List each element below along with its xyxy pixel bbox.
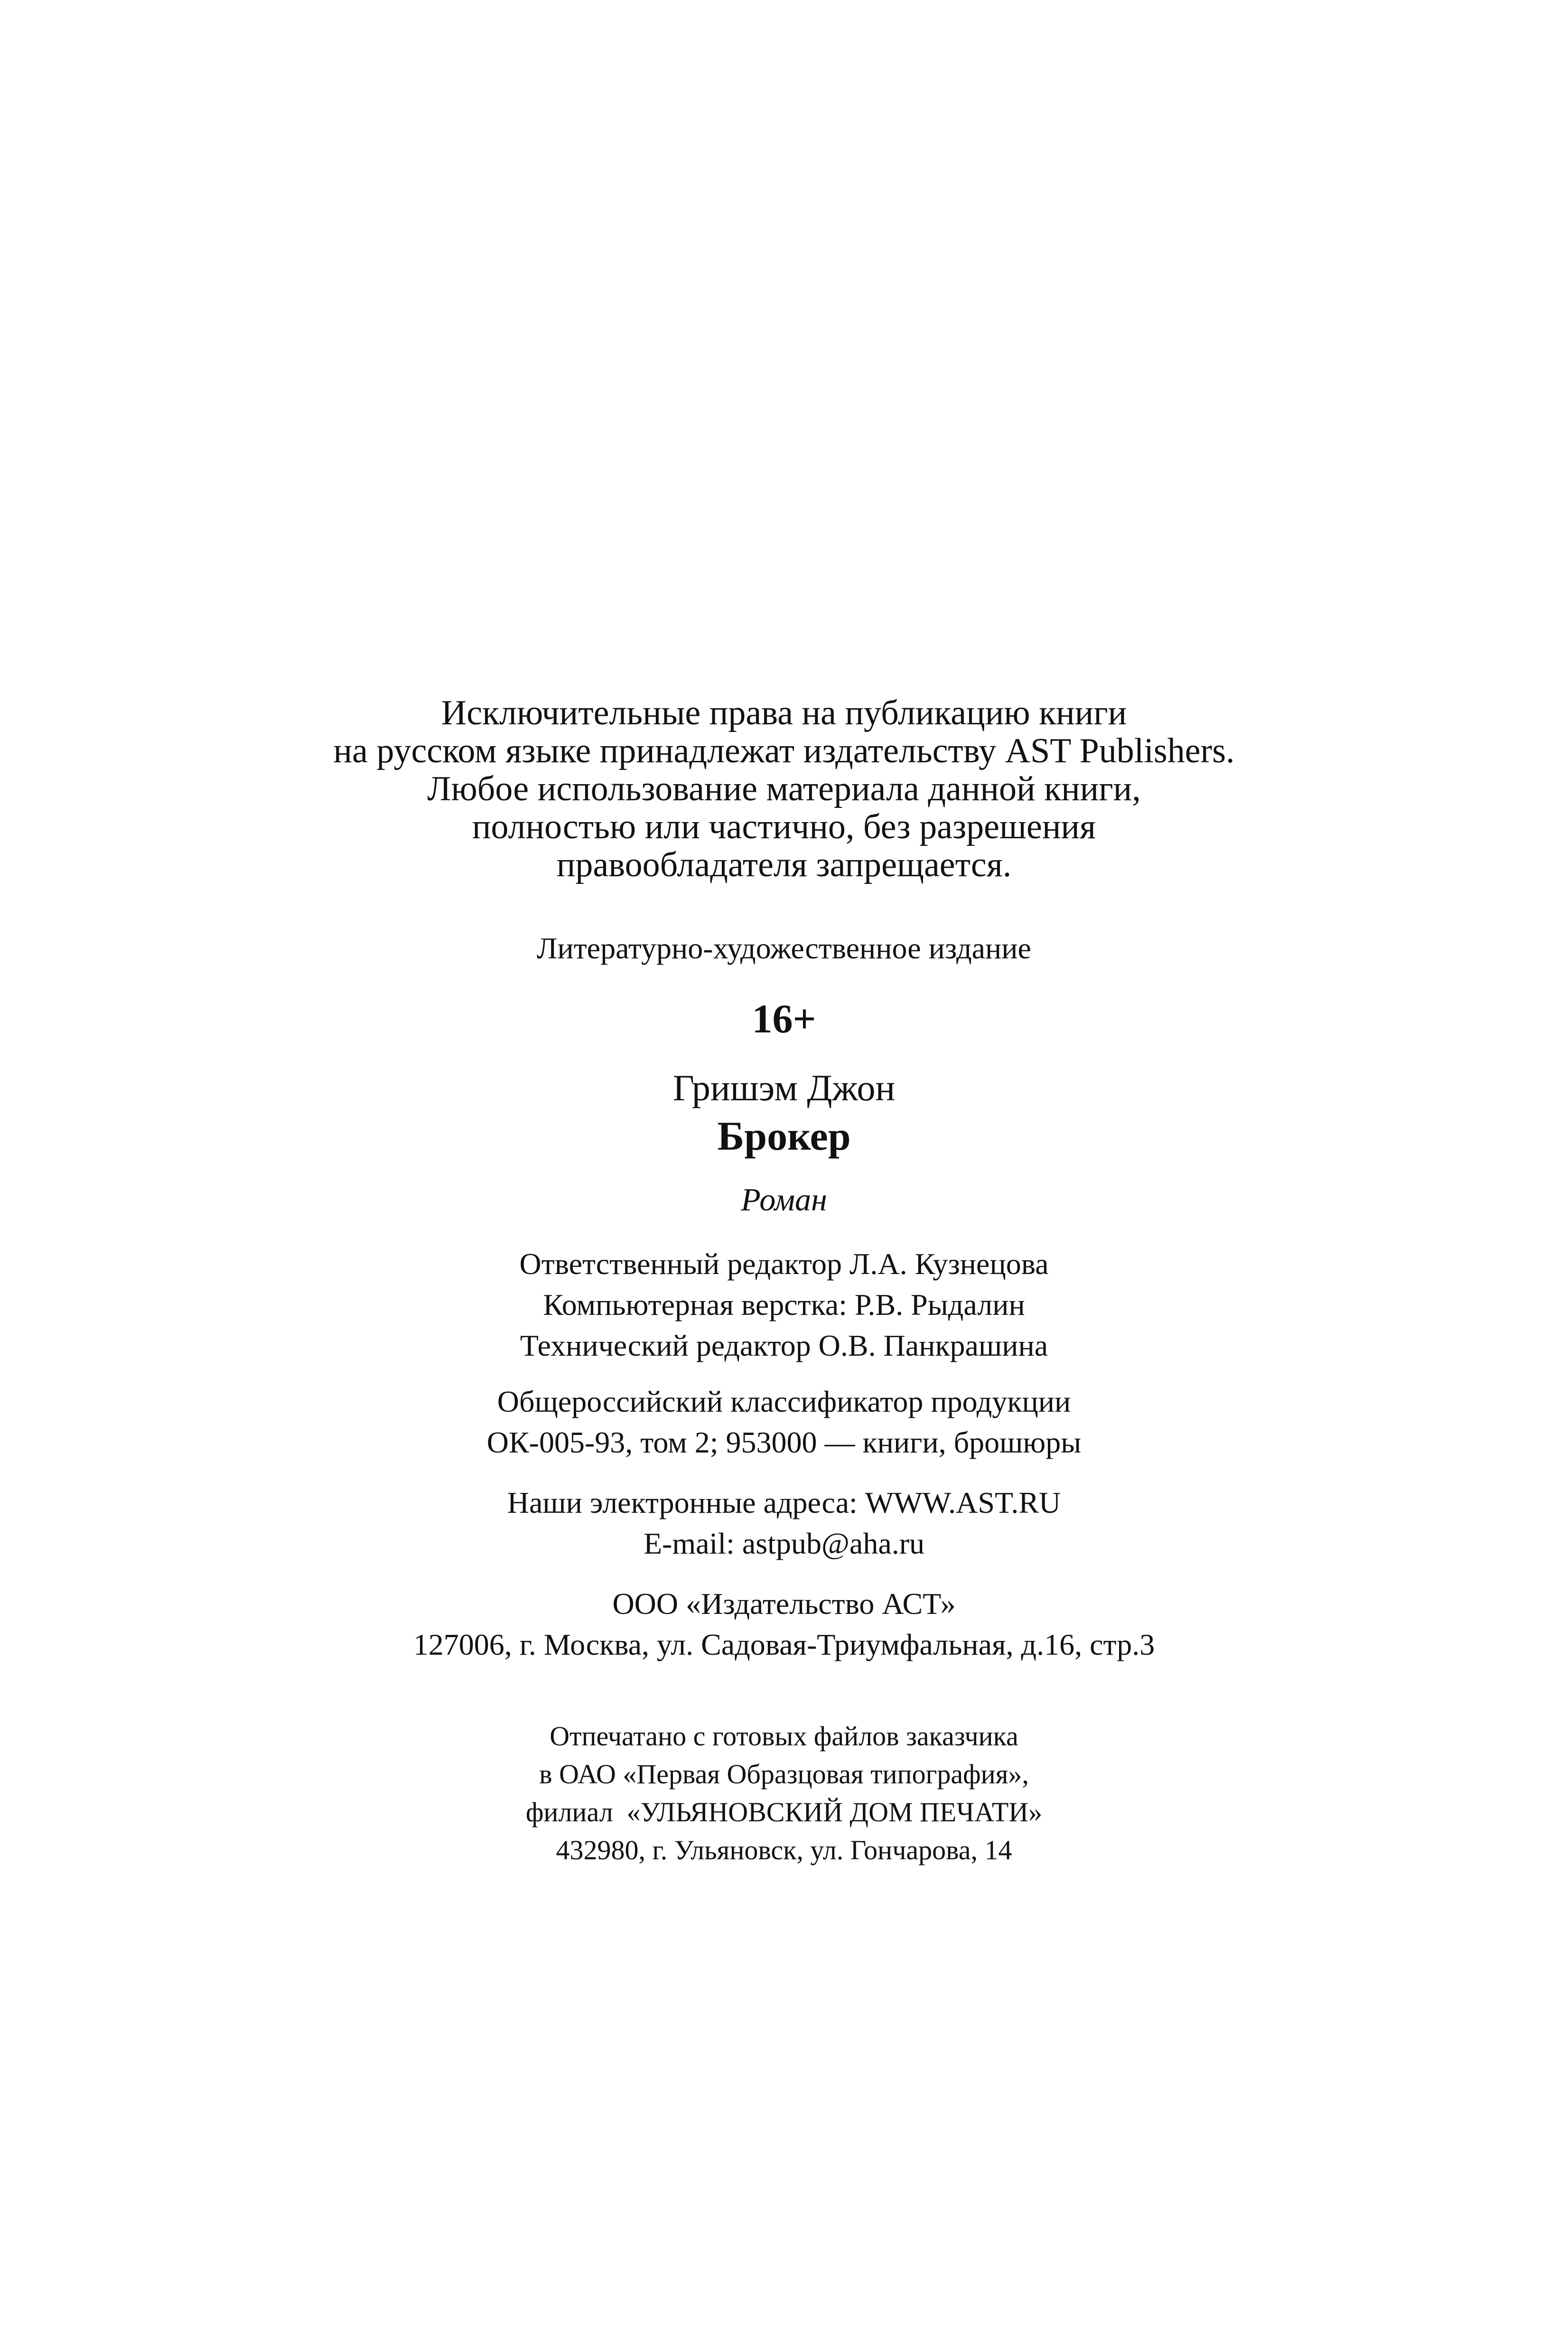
- edition-type-text: Литературно-художественное издание: [537, 931, 1031, 965]
- book-genre-text: Роман: [741, 1181, 827, 1218]
- rights-line-2: на русском языке принадлежат издательству AST Publishers.: [333, 731, 1235, 770]
- rights-line-4: полностью или частично, без разрешения: [472, 807, 1096, 846]
- credits: [0, 1244, 1568, 1366]
- classifier-line-1: Общероссийский классификатор продукции: [497, 1385, 1071, 1418]
- printer-line-4: 432980, г. Ульяновск, ул. Гончарова, 14: [556, 1835, 1012, 1865]
- rights-line-3: Любое использование материала данной книги,: [427, 769, 1141, 808]
- credit-layout: Компьютерная верстка: Р.В. Рыдалин: [543, 1288, 1025, 1321]
- credit-editor: Ответственный редактор Л.А. Кузнецова: [519, 1247, 1049, 1281]
- age-rating: [0, 996, 1568, 1041]
- printer-info: [0, 1717, 1568, 1869]
- contacts-web: Наши электронные адреса: WWW.AST.RU: [507, 1486, 1061, 1519]
- publisher-name: ООО «Издательство АСТ»: [612, 1587, 956, 1621]
- contacts-email: E-mail: astpub@aha.ru: [643, 1527, 925, 1560]
- edition-type: [0, 931, 1568, 965]
- printer-line-1: Отпечатано с готовых файлов заказчика: [550, 1721, 1018, 1752]
- rights-notice: [0, 694, 1568, 884]
- author-name: [0, 1067, 1568, 1109]
- classifier-line-2: ОК-005-93, том 2; 953000 — книги, брошюры: [486, 1425, 1082, 1459]
- age-rating-text: 16+: [752, 996, 816, 1041]
- printer-line-2: в ОАО «Первая Образцовая типография»,: [539, 1759, 1029, 1790]
- publisher: [0, 1584, 1568, 1665]
- contacts: [0, 1482, 1568, 1564]
- book-title: [0, 1113, 1568, 1159]
- author-name-text: Гришэм Джон: [672, 1067, 896, 1108]
- book-title-text: Брокер: [717, 1113, 851, 1159]
- publisher-address: 127006, г. Москва, ул. Садовая-Триумфальная, д.16, стр.3: [413, 1628, 1155, 1661]
- rights-line-5: правообладателя запрещается.: [556, 845, 1012, 884]
- printer-line-3: филиал «УЛЬЯНОВСКИЙ ДОМ ПЕЧАТИ»: [525, 1797, 1043, 1827]
- rights-line-1: Исключительные права на публикацию книги: [441, 693, 1127, 732]
- book-genre: [0, 1181, 1568, 1218]
- product-classifier: [0, 1381, 1568, 1463]
- credit-tech-editor: Технический редактор О.В. Панкрашина: [520, 1329, 1048, 1362]
